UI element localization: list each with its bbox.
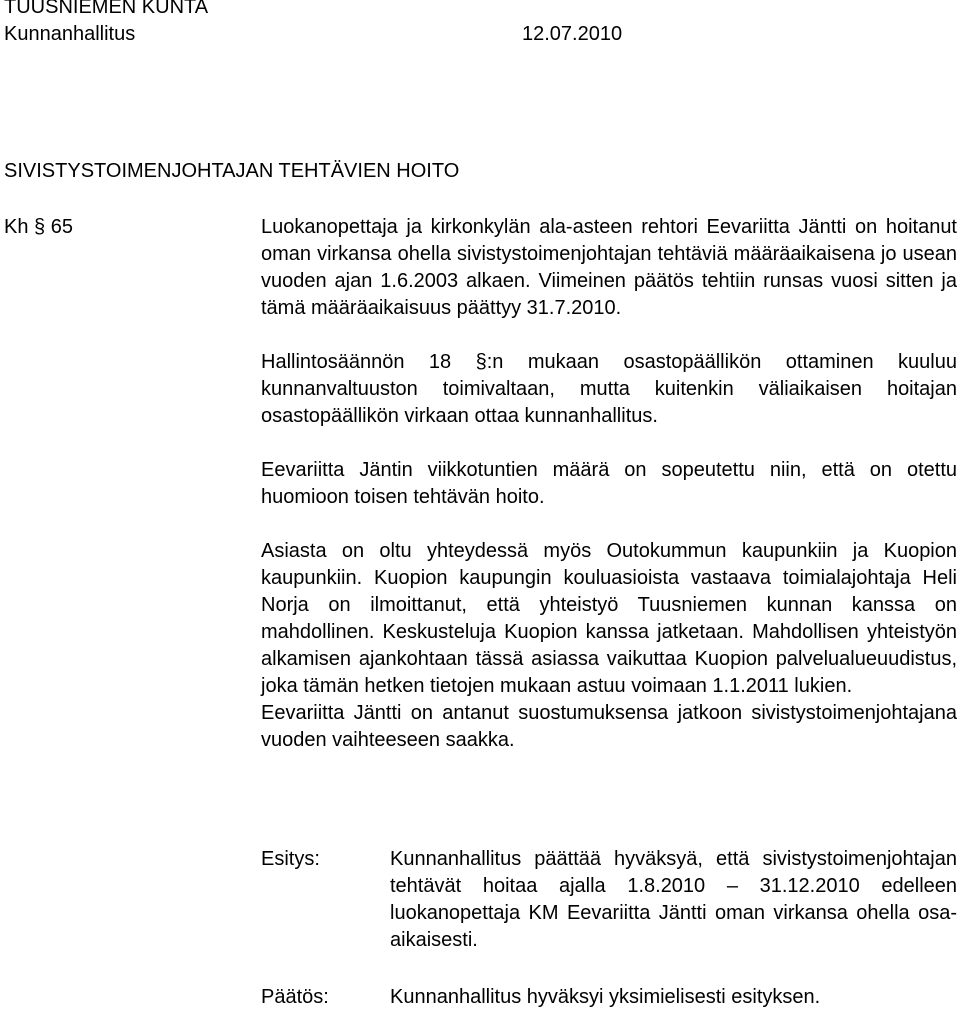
paragraph-cooperation: Asiasta on oltu yhteydessä myös Outokummun kaupunkiin ja Kuopion kaupunkiin. Kuopion kaupungin kouluasioista vastaava toimialajohtaja Heli Norja on ilmoittanut, että yhteistyö Tuusniemen kunnan kanssa on mahdollinen. Keskusteluja Kuopion kanssa jatketaan. Mahdollisen yhteistyön alkamisen ajankohtaan tässä asiassa vaikuttaa Kuopion palvelualueuudistus, joka tämän hetken tietojen mukaan astuu voimaan 1.1.2011 lukien. xyxy=(261,540,957,697)
proposal-label: Esitys: xyxy=(261,848,320,870)
section-number: Kh § 65 xyxy=(4,216,73,238)
paragraph-hours: Eevariitta Jäntin viikkotuntien määrä on sopeutettu niin, että on otettu huomioon toisen tehtävän hoito. xyxy=(261,459,957,508)
decision-text: Kunnanhallitus hyväksyi yksimielisesti esityksen. xyxy=(390,986,821,1008)
body-name: Kunnanhallitus xyxy=(4,23,136,45)
proposal-text: Kunnanhallitus päättää hyväksyä, että sivistystoimenjohtajan tehtävät hoitaa ajalla 1.8.2010 – 31.12.2010 edelleen luokanopettaja KM Eevariitta Jäntti oman virkansa ohella osa-aikaisesti. xyxy=(390,848,957,951)
paragraph-regulation: Hallintosäännön 18 §:n mukaan osastopäällikön ottaminen kuuluu kunnanvaltuuston toimivaltaan, mutta kuitenkin väliaikaisen hoitajan osastopäällikön virkaan ottaa kunnanhallitus. xyxy=(261,351,957,427)
section-title: SIVISTYSTOIMENJOHTAJAN TEHTÄVIEN HOITO xyxy=(4,160,460,182)
main-text-column xyxy=(261,214,957,781)
meeting-date: 12.07.2010 xyxy=(522,23,623,45)
decision-label: Päätös: xyxy=(261,986,329,1008)
paragraph-background: Luokanopettaja ja kirkonkylän ala-asteen rehtori Eevariitta Jäntti on hoitanut oman virkansa ohella sivistystoimenjohtajan tehtäviä määräaikaisena jo usean vuoden ajan 1.6.2003 alkaen. Viimeinen päätös tehtiin runsas vuosi sitten ja tämä määräaikaisuus päättyy 31.7.2010. xyxy=(261,216,957,319)
paragraph-consent: Eevariitta Jäntti on antanut suostumuksensa jatkoon sivistystoimenjohtajana vuoden vaihteeseen saakka. xyxy=(261,702,957,751)
organization-name: TUUSNIEMEN KUNTA xyxy=(4,0,209,18)
